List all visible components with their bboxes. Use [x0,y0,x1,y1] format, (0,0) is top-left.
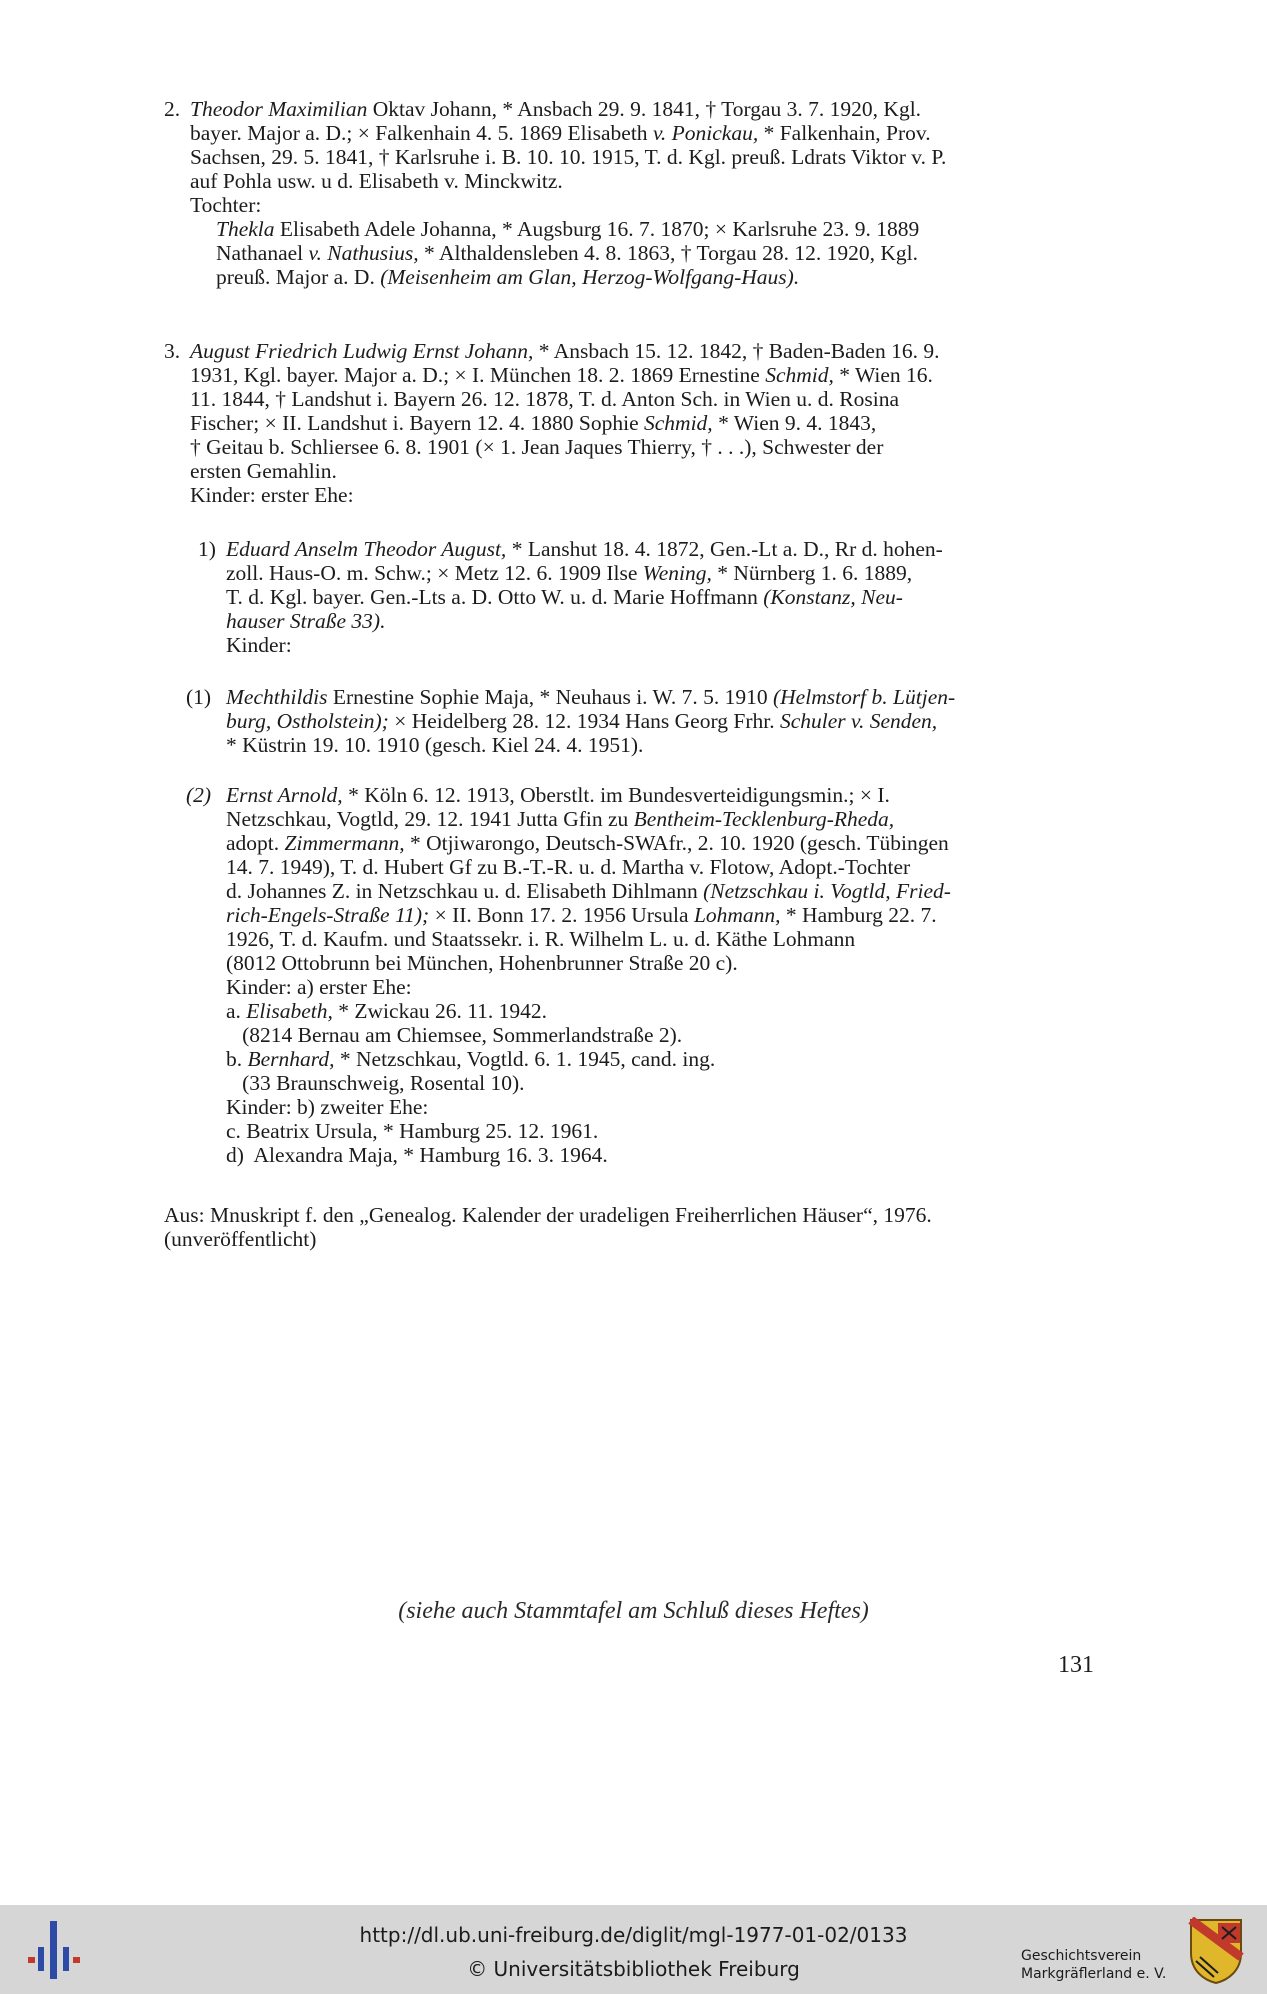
entry-2 [164,97,1104,289]
text-run: 1926, T. d. Kaufm. und Staatssekr. i. R. Wilhelm L. u. d. Käthe Lohmann [226,927,856,951]
text-run: * Wien 16. [833,363,933,387]
text-run: auf Pohla usw. u d. Elisabeth v. Minckwitz. [190,169,563,193]
text-run: * Falkenhain, Prov. [758,121,931,145]
text-run: (33 Braunschweig, Rosental 10). [226,1071,525,1095]
text-line [190,97,1104,121]
text-run: Elisabeth Adele Johanna, * Augsburg 16. 7. 1870; × Karlsruhe 23. 9. 1889 [274,217,920,241]
text-run: * Otjiwarongo, Deutsch-SWAfr., 2. 10. 1920 (gesch. Tübingen [404,831,949,855]
text-line [190,145,1104,169]
text-run: * Hamburg 22. 7. [780,903,937,927]
italic-text: Thekla [216,217,275,241]
text-line [226,633,1104,657]
daughter-text [164,217,1104,289]
child-number: 1) [198,537,216,561]
italic-text: Ernst Arnold, [226,783,343,807]
italic-text: Schuler v. Senden, [779,709,938,733]
grandchild-number: (2) [186,783,212,807]
text-line [226,1047,1104,1071]
italic-text: Schmid, [644,411,713,435]
text-run: adopt. [226,831,285,855]
text-line [164,1227,1104,1251]
grandchild-2 [164,783,1104,1167]
text-line [190,121,1104,145]
entry-number: 2. [164,97,181,121]
text-run: * Ansbach 15. 12. 1842, † Baden-Baden 16. 9. [533,339,940,363]
text-line [164,1203,1104,1227]
text-run: a. [226,999,247,1023]
text-line [190,363,1104,387]
text-run: * Küstrin 19. 10. 1910 (gesch. Kiel 24. 4. 1951). [226,733,644,757]
text-line [226,975,1104,999]
text-run: 1931, Kgl. bayer. Major a. D.; × I. München 18. 2. 1869 Ernestine [190,363,766,387]
text-line [216,265,1104,289]
text-run: T. d. Kgl. bayer. Gen.-Lts a. D. Otto W. u. d. Marie Hoffmann [226,585,764,609]
page-number: 131 [1058,1652,1094,1678]
italic-text: Eduard Anselm Theodor August, [226,537,507,561]
italic-text: (Netzschkau i. Vogtld, Fried- [703,879,951,903]
italic-text: Bernhard, [247,1047,335,1071]
text-line [226,1071,1104,1095]
italic-text: Mechthildis [226,685,328,709]
italic-text: Theodor Maximilian [190,97,368,121]
text-run: 11. 1844, † Landshut i. Bayern 26. 12. 1878, T. d. Anton Sch. in Wien u. d. Rosina [190,387,899,411]
society-coat-of-arms-icon [1188,1917,1244,1985]
text-run: 14. 7. 1949), T. d. Hubert Gf zu B.-T.-R. u. d. Martha v. Flotow, Adopt.-Tochter [226,855,911,879]
society-line-2: Markgräflerland e. V. [1021,1966,1167,1982]
text-line [190,411,1104,435]
italic-text: Wening, [642,561,712,585]
text-line [226,855,1104,879]
text-run: * Lanshut 18. 4. 1872, Gen.-Lt a. D., Rr d. hohen- [506,537,943,561]
entry-3 [164,339,1104,507]
text-run: preuß. Major a. D. [216,265,381,289]
text-run: bayer. Major a. D.; × Falkenhain 4. 5. 1869 Elisabeth [190,121,653,145]
italic-text: (Konstanz, Neu- [763,585,903,609]
text-run: zoll. Haus-O. m. Schw.; × Metz 12. 6. 1909 Ilse [226,561,643,585]
source-note [164,1203,1104,1251]
text-line [226,1119,1104,1143]
text-run: × Heidelberg 28. 12. 1934 Hans Georg Frhr. [388,709,780,733]
text-line [226,903,1104,927]
italic-text: Schmid, [765,363,834,387]
text-run: c. Beatrix Ursula, * Hamburg 25. 12. 1961. [226,1119,599,1143]
text-run: (8012 Ottobrunn bei München, Hohenbrunner Straße 20 c). [226,951,738,975]
text-run: * Nürnberg 1. 6. 1889, [711,561,913,585]
child-text [164,537,1104,657]
text-run: b. [226,1047,248,1071]
text-run: Ernestine Sophie Maja, * Neuhaus i. W. 7. 5. 1910 [327,685,773,709]
text-run: Kinder: [226,633,292,657]
grandchild-text [164,783,1104,1167]
text-line [226,1143,1104,1167]
text-run: (8214 Bernau am Chiemsee, Sommerlandstraße 2). [226,1023,683,1047]
text-line [226,927,1104,951]
child-1 [164,537,1104,657]
text-run: * Wien 9. 4. 1843, [712,411,877,435]
text-line [226,951,1104,975]
source-text [164,1203,1104,1251]
document-url[interactable]: http://dl.ub.uni-freiburg.de/diglit/mgl-1977-01-02/0133 [359,1923,908,1947]
italic-text: (Helmstorf b. Lütjen- [773,685,956,709]
italic-text: (Meisenheim am Glan, Herzog-Wolfgang-Haus). [380,265,800,289]
text-line [226,783,1104,807]
text-run: * Althaldensleben 4. 8. 1863, † Torgau 28. 12. 1920, Kgl. [418,241,918,265]
italic-text: v. Ponickau, [652,121,759,145]
text-run: d) Alexandra Maja, * Hamburg 16. 3. 1964. [226,1143,608,1167]
entry-text [164,97,1104,193]
italic-text: Lohmann, [693,903,781,927]
text-run: Netzschkau, Vogtld, 29. 12. 1941 Jutta Gfin zu [226,807,634,831]
text-run: * Köln 6. 12. 1913, Oberstlt. im Bundesverteidigungsmin.; × I. [342,783,890,807]
italic-text: burg, Ostholstein); [226,709,389,733]
text-line [190,339,1104,363]
text-line [226,537,1104,561]
society-name [1021,1947,1181,1983]
text-line [190,483,1104,507]
italic-text: August Friedrich Ludwig Ernst Johann, [190,339,534,363]
text-run: Nathanael [216,241,309,265]
text-line [190,169,1104,193]
text-line [226,807,1104,831]
text-line [226,685,1104,709]
italic-text: rich-Engels-Straße 11); [226,903,430,927]
grandchild-number: (1) [186,685,212,709]
text-line [190,387,1104,411]
text-line [226,709,1104,733]
daughter-label: Tochter: [190,193,262,217]
text-run: Oktav Johann, * Ansbach 29. 9. 1841, † Torgau 3. 7. 1920, Kgl. [367,97,922,121]
italic-text: Elisabeth, [246,999,333,1023]
text-run: ersten Gemahlin. [190,459,337,483]
text-line [190,459,1104,483]
text-run: Sachsen, 29. 5. 1841, † Karlsruhe i. B. 10. 10. 1915, T. d. Kgl. preuß. Ldrats Viktor v. P. [190,145,947,169]
text-line [226,585,1104,609]
grandchild-1 [164,685,1104,757]
text-line [226,733,1104,757]
text-line [226,1095,1104,1119]
text-line [226,879,1104,903]
stammtafel-note: (siehe auch Stammtafel am Schluß dieses Heftes) [398,1598,869,1624]
entry-text [164,339,1104,507]
text-line [226,609,1104,633]
text-run: Kinder: b) zweiter Ehe: [226,1095,429,1119]
text-line [216,241,1104,265]
text-run: Kinder: a) erster Ehe: [226,975,412,999]
text-run: Kinder: erster Ehe: [190,483,354,507]
copyright-notice: © Universitätsbibliothek Freiburg [467,1957,800,1981]
text-line [226,999,1104,1023]
italic-text: hauser Straße 33). [226,609,386,633]
italic-text: Bentheim-Tecklenburg-Rheda, [633,807,895,831]
text-run: † Geitau b. Schliersee 6. 8. 1901 (× 1. Jean Jaques Thierry, † . . .), Schwester der [190,435,884,459]
text-run: × II. Bonn 17. 2. 1956 Ursula [429,903,694,927]
bottom-bar [0,1905,1267,1994]
text-line [226,561,1104,585]
text-line [216,217,1104,241]
text-run: Aus: Mnuskript f. den „Genealog. Kalender der uradeligen Freiherrlichen Häuser“, 1976. [164,1203,932,1227]
text-run: d. Johannes Z. in Netzschkau u. d. Elisabeth Dihlmann [226,879,704,903]
text-run: Fischer; × II. Landshut i. Bayern 12. 4. 1880 Sophie [190,411,645,435]
text-line [226,831,1104,855]
text-run: * Netzschkau, Vogtld. 6. 1. 1945, cand. ing. [334,1047,716,1071]
text-run: (unveröffentlicht) [164,1227,317,1251]
italic-text: v. Nathusius, [308,241,419,265]
text-run: * Zwickau 26. 11. 1942. [332,999,548,1023]
italic-text: Zimmermann, [284,831,405,855]
text-line [226,1023,1104,1047]
society-line-1: Geschichtsverein [1021,1948,1142,1964]
grandchild-text [164,685,1104,757]
text-line [190,435,1104,459]
entry-number: 3. [164,339,181,363]
